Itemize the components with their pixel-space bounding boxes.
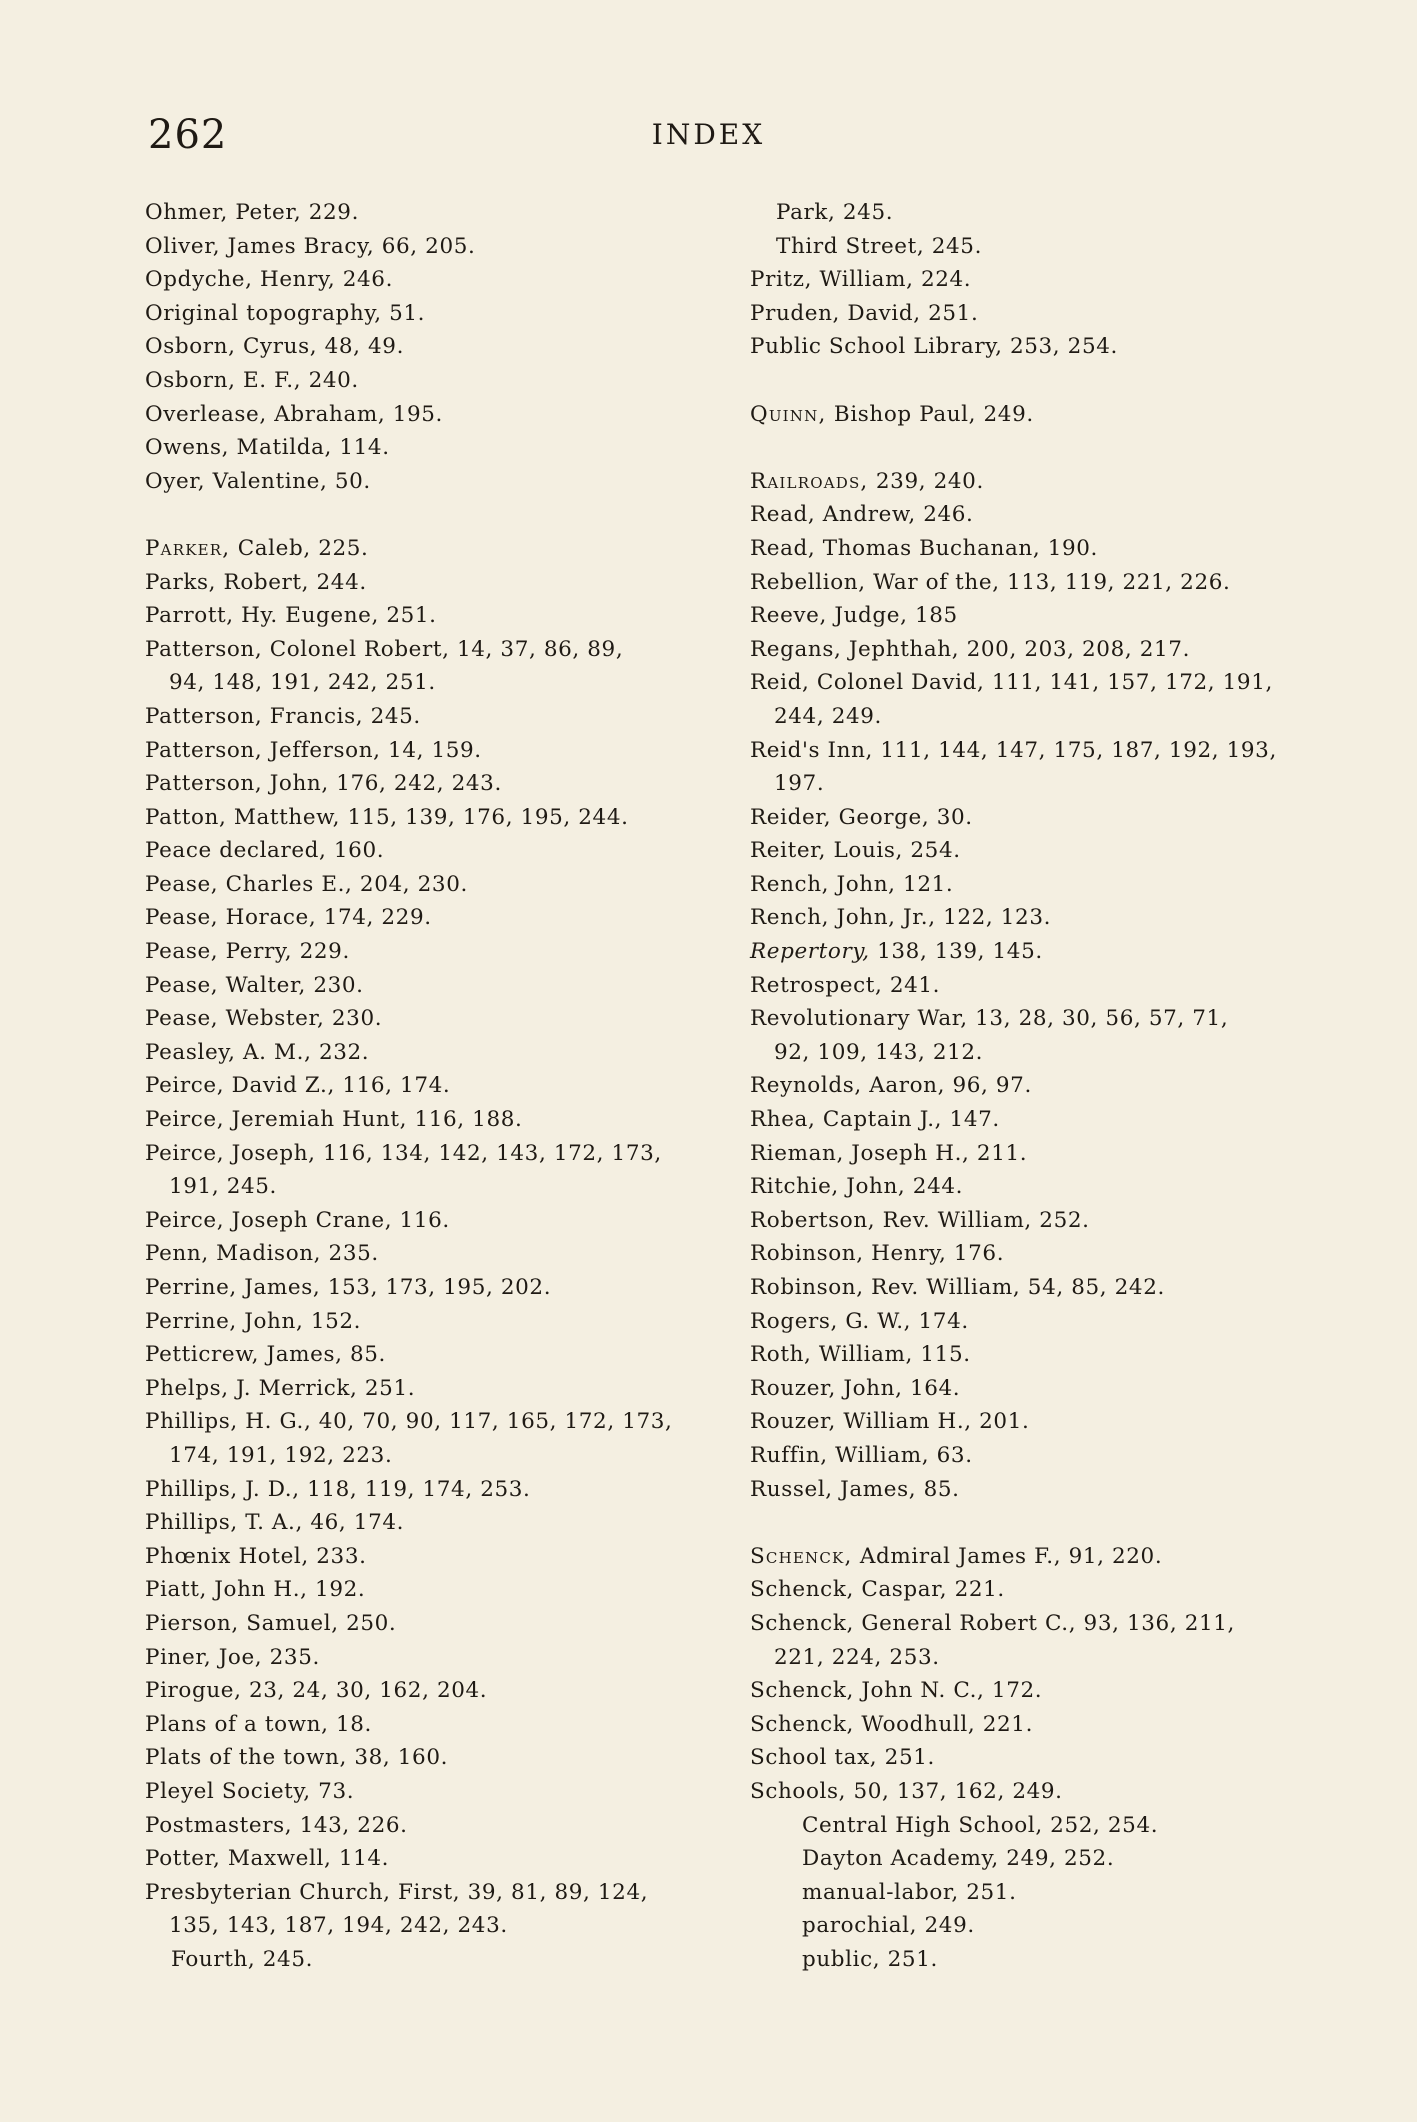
index-entry <box>145 1674 745 1708</box>
index-entry-line: Pruden, David, 251. <box>750 300 979 326</box>
index-entry <box>145 1809 745 1843</box>
index-entry-line: Read, Thomas Buchanan, 190. <box>750 535 1098 561</box>
index-entry <box>750 969 1350 1003</box>
index-entry <box>145 1775 745 1809</box>
index-entry-line: Retrospect, 241. <box>750 972 941 998</box>
index-entry <box>750 1305 1350 1339</box>
index-entry-line: manual-labor, 251. <box>802 1879 1017 1905</box>
index-entry <box>750 1405 1350 1439</box>
index-entry <box>750 1271 1350 1305</box>
index-entry-line: Ritchie, John, 244. <box>750 1174 964 1200</box>
index-entry <box>145 566 745 600</box>
index-entry-line: Reider, George, 30. <box>750 804 973 830</box>
index-entry <box>145 599 745 633</box>
index-entry-line: Rogers, G. W., 174. <box>750 1308 969 1334</box>
index-entry <box>750 1372 1350 1406</box>
index-entry-line: 135, 143, 187, 194, 242, 243. <box>169 1913 508 1939</box>
index-entry-line: Pease, Walter, 230. <box>145 972 364 998</box>
index-entry-line: Park, 245. <box>776 200 894 225</box>
index-entry <box>750 1607 1350 1674</box>
index-entry <box>145 1338 745 1372</box>
index-entry <box>145 1506 745 1540</box>
index-entry-line: Patterson, Colonel Robert, 14, 37, 86, 89, <box>145 636 624 662</box>
index-entry-line: School tax, 251. <box>750 1745 935 1771</box>
index-entry-line: Perrine, James, 153, 173, 195, 202. <box>145 1275 552 1300</box>
index-entry-line: Pease, Horace, 174, 229. <box>145 905 432 931</box>
index-entry <box>145 1405 745 1472</box>
index-entry-line: Reid's Inn, 111, 144, 147, 175, 187, 192, 193, <box>750 737 1277 763</box>
index-entry <box>145 1002 745 1036</box>
index-entry-line: Peasley, A. M., 232. <box>145 1039 370 1065</box>
index-entry-line: Patton, Matthew, 115, 139, 176, 195, 244. <box>145 804 629 830</box>
index-entry <box>145 532 745 566</box>
index-entry <box>750 1002 1350 1069</box>
index-entry <box>750 1170 1350 1204</box>
index-entry-line: Peirce, Joseph, 116, 134, 142, 143, 172, 173, <box>145 1140 662 1166</box>
index-entry <box>145 767 745 801</box>
index-entry <box>750 330 1350 364</box>
index-entry-line: Reiter, Louis, 254. <box>750 838 961 864</box>
index-entry-line: Opdyche, Henry, 246. <box>145 267 394 293</box>
index-entry <box>145 398 745 432</box>
index-entry-line: Peace declared, 160. <box>145 838 385 864</box>
index-entry <box>750 1439 1350 1473</box>
index-entry <box>145 330 745 364</box>
index-entry-line: Railroads, 239, 240. <box>750 468 984 494</box>
index-entry-line: Rebellion, War of the, 113, 119, 221, 226. <box>750 569 1231 595</box>
index-entry <box>145 297 745 331</box>
index-entry <box>750 599 1350 633</box>
index-entry <box>750 1069 1350 1103</box>
index-entry-line: Quinn, Bishop Paul, 249. <box>750 401 1034 427</box>
index-entry <box>750 1708 1350 1742</box>
index-entry <box>750 666 1350 733</box>
index-entry-line: Fourth, 245. <box>171 1946 314 1972</box>
index-entry-line: Schenck, Woodhull, 221. <box>750 1711 1034 1737</box>
index-entry <box>145 1305 745 1339</box>
index-entry-line: Reynolds, Aaron, 96, 97. <box>750 1073 1032 1099</box>
index-entry-line: Overlease, Abraham, 195. <box>145 401 443 427</box>
index-entry-line: Roth, William, 115. <box>750 1342 971 1368</box>
index-entry <box>145 834 745 868</box>
index-entry-line: Pierson, Samuel, 250. <box>145 1610 397 1636</box>
index-entry-line: Rench, John, 121. <box>750 871 954 897</box>
index-entry-line: Peirce, Joseph Crane, 116. <box>145 1207 450 1233</box>
index-entry-line: Rouzer, William H., 201. <box>750 1409 1030 1435</box>
index-entry <box>145 1069 745 1103</box>
index-entry <box>750 1809 1350 1843</box>
index-entry-line: Pease, Charles E., 204, 230. <box>145 871 468 897</box>
index-entry-line: Robinson, Rev. William, 54, 85, 242. <box>750 1275 1165 1300</box>
index-entry <box>750 1473 1350 1507</box>
index-entry-line: public, 251. <box>802 1946 938 1972</box>
index-entry-line: Schenck, Caspar, 221. <box>750 1577 1005 1603</box>
index-entry-line: Perrine, John, 152. <box>145 1308 362 1334</box>
index-entry <box>750 1573 1350 1607</box>
index-entry-line: Parker, Caleb, 225. <box>145 535 369 561</box>
index-entry-line: Revolutionary War, 13, 28, 30, 56, 57, 71, <box>750 1006 1229 1032</box>
index-entry <box>145 1103 745 1137</box>
index-column-left <box>145 196 745 1976</box>
index-entry-line: Phillips, T. A., 46, 174. <box>145 1510 405 1536</box>
index-entry <box>750 901 1350 935</box>
index-entry <box>145 1204 745 1238</box>
index-entry <box>750 1842 1350 1876</box>
index-entry <box>750 398 1350 432</box>
index-entry <box>145 700 745 734</box>
index-entry <box>750 230 1350 264</box>
index-entry-line: Robertson, Rev. William, 252. <box>750 1207 1090 1233</box>
index-entry <box>145 1271 745 1305</box>
index-entry-line: Phœnix Hotel, 233. <box>145 1543 367 1569</box>
index-entry-line: Dayton Academy, 249, 252. <box>802 1846 1115 1872</box>
page-number: 262 <box>148 112 228 158</box>
index-entry-line: 244, 249. <box>774 703 882 729</box>
index-entry-line: Parrott, Hy. Eugene, 251. <box>145 603 437 629</box>
index-entry <box>750 1741 1350 1775</box>
index-entry-line: Potter, Maxwell, 114. <box>145 1846 390 1872</box>
index-entry-line: Plans of a town, 18. <box>145 1711 372 1737</box>
index-entry <box>145 935 745 969</box>
page-title: INDEX <box>651 118 766 151</box>
index-entry-line: Rhea, Captain J., 147. <box>750 1107 1000 1133</box>
index-entry <box>145 364 745 398</box>
index-entry <box>750 297 1350 331</box>
index-entry-line: Phelps, J. Merrick, 251. <box>145 1375 416 1401</box>
index-entry <box>145 1943 745 1977</box>
index-entry-line: Piner, Joe, 235. <box>145 1644 320 1670</box>
index-entry <box>750 868 1350 902</box>
index-entry-line: Patterson, Jefferson, 14, 159. <box>145 737 482 763</box>
index-entry <box>145 734 745 768</box>
index-entry-line: Reid, Colonel David, 111, 141, 157, 172, 191, <box>750 670 1273 696</box>
index-entry <box>750 1103 1350 1137</box>
index-entry <box>750 1204 1350 1238</box>
index-entry-line: Schenck, Admiral James F., 91, 220. <box>750 1543 1163 1569</box>
index-entry <box>750 1775 1350 1809</box>
index-entry <box>145 1641 745 1675</box>
index-entry-line: 197. <box>774 771 825 797</box>
index-entry-line: Repertory, 138, 139, 145. <box>750 939 1043 965</box>
index-entry <box>750 566 1350 600</box>
index-entry-line: Schools, 50, 137, 162, 249. <box>750 1778 1063 1804</box>
index-entry-line: parochial, 249. <box>802 1913 975 1939</box>
index-entry <box>145 969 745 1003</box>
index-entry-line: Phillips, J. D., 118, 119, 174, 253. <box>145 1476 531 1502</box>
index-entry <box>145 465 745 499</box>
index-entry-line: Osborn, E. F., 240. <box>145 367 359 393</box>
index-entry <box>750 935 1350 969</box>
index-entry-line: Ruffin, William, 63. <box>750 1442 973 1468</box>
index-entry-line: Oliver, James Bracy, 66, 205. <box>145 233 476 259</box>
index-entry <box>145 230 745 264</box>
index-entry <box>145 263 745 297</box>
index-entry <box>145 1237 745 1271</box>
index-entry <box>145 1372 745 1406</box>
index-entry <box>750 1237 1350 1271</box>
index-entry-line: Parks, Robert, 244. <box>145 569 367 595</box>
index-entry <box>145 1473 745 1507</box>
index-entry-line: 174, 191, 192, 223. <box>169 1442 393 1468</box>
index-entry-line: Pease, Webster, 230. <box>145 1006 383 1032</box>
index-entry <box>145 1137 745 1204</box>
index-entry-line: Regans, Jephthah, 200, 203, 208, 217. <box>750 636 1191 662</box>
index-entry <box>750 196 1350 230</box>
index-column-right <box>750 196 1350 1976</box>
index-entry-line: Central High School, 252, 254. <box>802 1812 1159 1838</box>
index-entry-line: Oyer, Valentine, 50. <box>145 468 371 494</box>
index-entry <box>145 431 745 465</box>
index-entry-line: Pease, Perry, 229. <box>145 939 350 965</box>
index-entry-line: Petticrew, James, 85. <box>145 1342 386 1368</box>
index-entry-line: Rieman, Joseph H., 211. <box>750 1140 1028 1166</box>
index-entry <box>750 1876 1350 1910</box>
index-entry-line: 92, 109, 143, 212. <box>774 1039 984 1065</box>
index-entry-line: 221, 224, 253. <box>774 1644 940 1670</box>
index-entry-line: Third Street, 245. <box>776 233 983 259</box>
index-entry-line: Schenck, John N. C., 172. <box>750 1678 1043 1704</box>
index-entry-line: Peirce, Jeremiah Hunt, 116, 188. <box>145 1107 523 1133</box>
index-entry-line: Osborn, Cyrus, 48, 49. <box>145 334 405 360</box>
index-entry <box>750 465 1350 499</box>
index-entry-line: Rench, John, Jr., 122, 123. <box>750 905 1052 931</box>
index-entry <box>145 1573 745 1607</box>
index-entry-line: Presbyterian Church, First, 39, 81, 89, 124, <box>145 1879 649 1905</box>
index-entry-line: Read, Andrew, 246. <box>750 502 974 528</box>
index-entry <box>145 1607 745 1641</box>
index-entry-line: 94, 148, 191, 242, 251. <box>169 670 436 696</box>
index-entry-line: Postmasters, 143, 226. <box>145 1812 408 1838</box>
index-entry-line: Original topography, 51. <box>145 300 426 326</box>
index-entry <box>750 1909 1350 1943</box>
index-entry-line: Schenck, General Robert C., 93, 136, 211, <box>750 1610 1235 1636</box>
index-entry <box>750 1137 1350 1171</box>
index-entry <box>750 734 1350 801</box>
index-entry <box>145 196 745 230</box>
index-entry-line: Peirce, David Z., 116, 174. <box>145 1073 451 1099</box>
index-entry <box>750 1674 1350 1708</box>
index-entry-line: Rouzer, John, 164. <box>750 1375 961 1401</box>
index-entry-line: Public School Library, 253, 254. <box>750 334 1118 360</box>
index-entry-line: Patterson, Francis, 245. <box>145 703 421 729</box>
index-entry-line: Penn, Madison, 235. <box>145 1241 379 1267</box>
index-entry-line: 191, 245. <box>169 1174 277 1200</box>
index-entry <box>145 801 745 835</box>
index-entry <box>145 1876 745 1943</box>
index-entry <box>145 1708 745 1742</box>
index-entry-line: Robinson, Henry, 176. <box>750 1241 1005 1267</box>
index-entry <box>750 834 1350 868</box>
index-entry <box>145 633 745 700</box>
index-entry-line: Pritz, William, 224. <box>750 267 972 293</box>
index-entry <box>750 1338 1350 1372</box>
index-entry-line: Pirogue, 23, 24, 30, 162, 204. <box>145 1678 488 1704</box>
index-entry <box>750 532 1350 566</box>
index-entry-line: Russel, James, 85. <box>750 1476 960 1502</box>
index-entry <box>145 1842 745 1876</box>
index-entry <box>145 1741 745 1775</box>
index-entry-line: Reeve, Judge, 185 <box>750 603 958 629</box>
index-entry-line: Owens, Matilda, 114. <box>145 435 390 461</box>
index-entry <box>750 1943 1350 1977</box>
index-entry <box>750 801 1350 835</box>
index-entry-line: Ohmer, Peter, 229. <box>145 200 360 225</box>
index-entry <box>145 1036 745 1070</box>
index-entry <box>750 263 1350 297</box>
index-entry-line: Phillips, H. G., 40, 70, 90, 117, 165, 172, 173, <box>145 1409 673 1435</box>
index-entry <box>145 1540 745 1574</box>
index-entry <box>750 498 1350 532</box>
index-entry <box>750 1540 1350 1574</box>
index-entry <box>145 868 745 902</box>
index-entry <box>750 633 1350 667</box>
index-entry-line: Piatt, John H., 192. <box>145 1577 366 1603</box>
index-entry <box>145 901 745 935</box>
index-entry-line: Patterson, John, 176, 242, 243. <box>145 771 502 797</box>
index-entry-line: Plats of the town, 38, 160. <box>145 1745 449 1771</box>
index-entry-line: Pleyel Society, 73. <box>145 1778 355 1804</box>
